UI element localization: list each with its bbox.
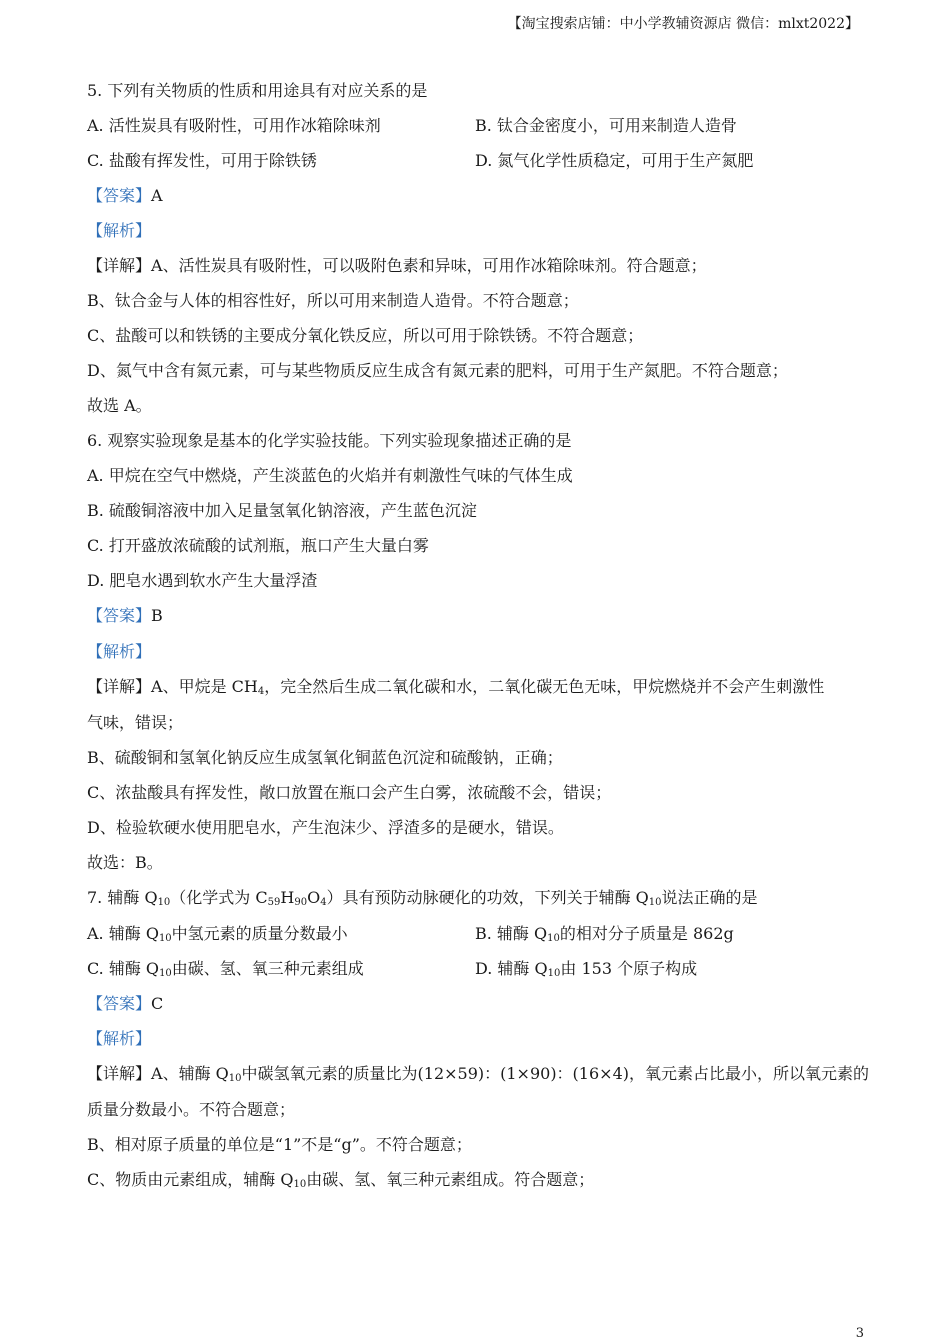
- option-text: 的相对分子质量是 862g: [559, 924, 734, 943]
- detail-label: 【详解】: [87, 677, 152, 696]
- q6-stem: 6. 观察实验现象是基本的化学实验技能。下列实验现象描述正确的是: [87, 431, 572, 450]
- q6-option-c: C. 打开盛放浓硫酸的试剂瓶，瓶口产生大量白雾: [87, 536, 429, 555]
- answer-label: 【答案】: [87, 994, 152, 1013]
- q7-detail-1-cont: 质量分数最小。不符合题意；: [87, 1100, 296, 1119]
- q6-detail-1: [87, 677, 824, 697]
- subscript: 10: [648, 897, 662, 908]
- subscript: 10: [547, 968, 561, 979]
- q5-option-a: A. 活性炭具有吸附性，可用作冰箱除味剂: [87, 116, 381, 135]
- stem-text: 7. 辅酶 Q: [87, 888, 158, 907]
- subscript: 4: [320, 897, 327, 908]
- q5-answer: [87, 186, 163, 206]
- q7-detail-3: [87, 1170, 594, 1190]
- option-text: B. 辅酶 Q: [475, 924, 548, 943]
- option-text: C. 辅酶 Q: [87, 959, 160, 978]
- subscript: 10: [293, 1179, 307, 1190]
- q7-analysis-label: 【解析】: [87, 1029, 152, 1048]
- q6-detail-4: D、检验软硬水使用肥皂水，产生泡沫少、浮渣多的是硬水，错误。: [87, 818, 564, 837]
- q6-detail-2: B、硫酸铜和氢氧化钠反应生成氢氧化铜蓝色沉淀和硫酸钠，正确；: [87, 748, 563, 767]
- q6-detail-3: C、浓盐酸具有挥发性，敞口放置在瓶口会产生白雾，浓硫酸不会，错误；: [87, 783, 612, 802]
- subscript: 10: [547, 933, 560, 944]
- q5-option-b: B. 钛合金密度小，可用来制造人造骨: [475, 116, 737, 135]
- q7-answer: [87, 994, 163, 1014]
- page-header: 【淘宝搜索店铺：中小学教辅资源店 微信：mlxt2022】: [507, 16, 859, 32]
- stem-text: ）具有预防动脉硬化的功效，下列关于辅酶 Q: [326, 888, 649, 907]
- q6-option-b: B. 硫酸铜溶液中加入足量氢氧化钠溶液，产生蓝色沉淀: [87, 501, 477, 520]
- detail-text: A、活性炭具有吸附性，可以吸附色素和异味，可用作冰箱除味剂。符合题意；: [151, 256, 707, 275]
- q7-stem: [87, 888, 758, 908]
- q7-detail-2: B、相对原子质量的单位是“1”不是“g”。不符合题意；: [87, 1135, 472, 1154]
- q5-detail-3: C、盐酸可以和铁锈的主要成分氧化铁反应，所以可用于除铁锈。不符合题意；: [87, 326, 644, 345]
- subscript: 10: [228, 1073, 242, 1084]
- stem-text: H: [280, 888, 295, 907]
- q6-option-a: A. 甲烷在空气中燃烧，产生淡蓝色的火焰并有刺激性气味的气体生成: [87, 466, 573, 485]
- q5-detail-2: B、钛合金与人体的相容性好，所以可用来制造人造骨。不符合题意；: [87, 291, 579, 310]
- q5-option-c: C. 盐酸有挥发性，可用于除铁锈: [87, 151, 317, 170]
- q5-detail-4: D、氮气中含有氮元素，可与某些物质反应生成含有氮元素的肥料，可用于生产氮肥。不符合题意；: [87, 361, 788, 380]
- subscript: 90: [294, 897, 308, 908]
- detail-text: C、物质由元素组成，辅酶 Q: [87, 1170, 294, 1189]
- q6-analysis-label: 【解析】: [87, 642, 152, 661]
- detail-text: A、甲烷是 CH: [151, 677, 258, 696]
- q6-conclusion: 故选：B。: [87, 853, 163, 872]
- q7-option-a: [87, 924, 348, 944]
- q5-option-d: D. 氮气化学性质稳定，可用于生产氮肥: [475, 151, 754, 170]
- option-text: 由碳、氢、氧三种元素组成: [171, 959, 364, 978]
- subscript: 10: [157, 897, 171, 908]
- q7-option-c: [87, 959, 364, 979]
- q6-option-d: D. 肥皂水遇到软水产生大量浮渣: [87, 571, 318, 590]
- page-number: 3: [855, 1326, 864, 1341]
- subscript: 59: [267, 897, 281, 908]
- subscript: 10: [158, 933, 172, 944]
- q6-detail-1-cont: 气味，错误；: [87, 713, 184, 732]
- detail-text: 中碳氢氧元素的质量比为(12×59)：(1×90)：(16×4)，氧元素占比最小，所以氧元素的: [241, 1064, 869, 1083]
- detail-text: 由碳、氢、氧三种元素组成。符合题意；: [306, 1170, 595, 1189]
- option-text: D. 辅酶 Q: [475, 959, 548, 978]
- stem-text: 说法正确的是: [661, 888, 758, 907]
- subscript: 4: [257, 686, 265, 697]
- detail-text: ，完全然后生成二氧化碳和水，二氧化碳无色无味，甲烷燃烧并不会产生刺激性: [264, 677, 825, 696]
- subscript: 10: [159, 968, 172, 979]
- stem-text: （化学式为 C: [170, 888, 268, 907]
- q5-detail-1: [87, 256, 707, 276]
- q7-detail-1: [87, 1064, 869, 1084]
- q7-option-d: [475, 959, 697, 979]
- q5-stem: 5. 下列有关物质的性质和用途具有对应关系的是: [87, 81, 428, 100]
- answer-value: A: [151, 186, 163, 205]
- answer-value: C: [151, 994, 164, 1013]
- stem-text: O: [307, 888, 321, 907]
- answer-value: B: [151, 606, 163, 625]
- q6-answer: [87, 606, 163, 626]
- option-text: 中氢元素的质量分数最小: [171, 924, 348, 943]
- q5-analysis-label: 【解析】: [87, 221, 152, 240]
- option-text: 由 153 个原子构成: [560, 959, 698, 978]
- q7-option-b: [475, 924, 734, 944]
- detail-text: A、辅酶 Q: [151, 1064, 229, 1083]
- answer-label: 【答案】: [87, 186, 152, 205]
- detail-label: 【详解】: [87, 256, 152, 275]
- detail-label: 【详解】: [87, 1064, 152, 1083]
- option-text: A. 辅酶 Q: [87, 924, 159, 943]
- answer-label: 【答案】: [87, 606, 152, 625]
- q5-conclusion: 故选 A。: [87, 396, 152, 415]
